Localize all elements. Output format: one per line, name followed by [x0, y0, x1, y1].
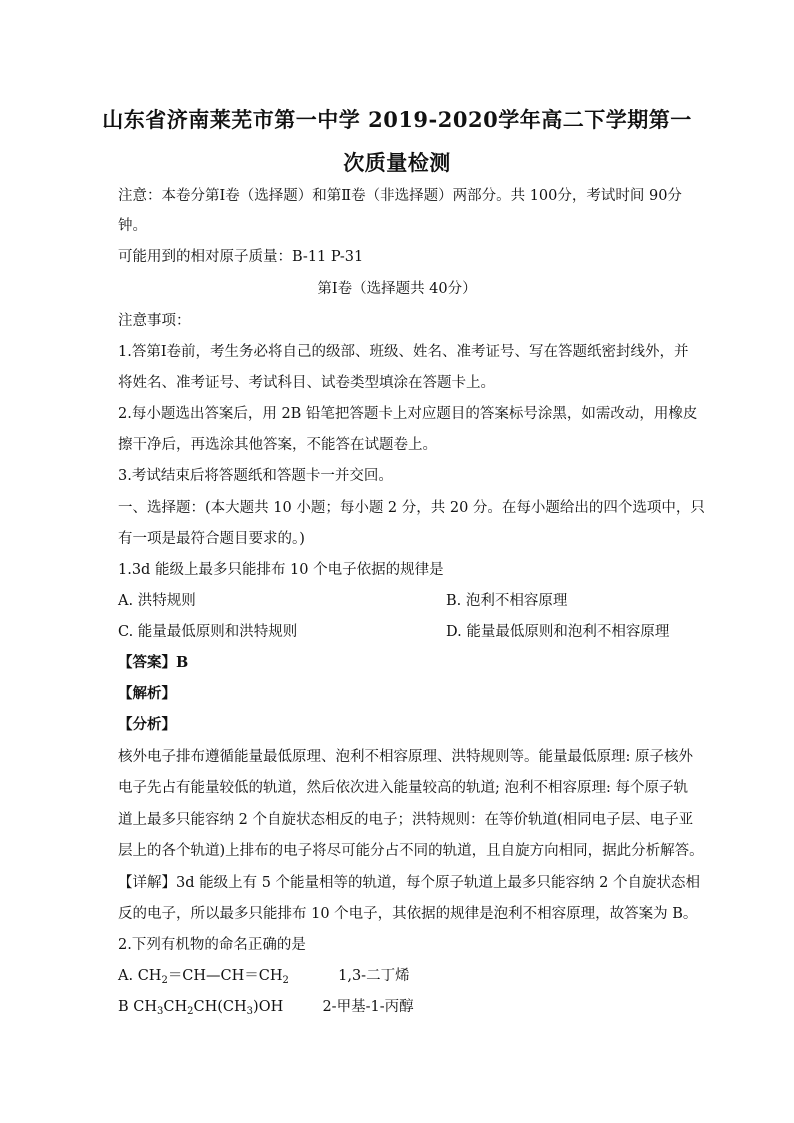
analysis-line-3: 道上最多只能容纳 2 个自旋状态相反的电子；洪特规则：在等价轨道(相同电子层、电子亚 — [118, 812, 694, 828]
option-b-formula — [118, 999, 283, 1015]
question-1-option-c: C. 能量最低原则和洪特规则 — [118, 624, 298, 640]
question-1-jiexi-label: 【解析】 — [118, 685, 176, 702]
question-2-option-b — [118, 997, 414, 1017]
analysis-line-4: 层上的各个轨道)上排布的电子将尽可能分占不同的轨道，且自旋方向相同，据此分析解答。 — [118, 843, 704, 859]
document-title-line-1: 山东省济南莱芜市第一中学 2019-2020学年高二下学期第一 — [102, 107, 692, 132]
instructions-heading: 注意事项： — [118, 313, 191, 329]
notes-line-2: 钟。 — [118, 218, 147, 234]
formula-subscript: 2 — [187, 1006, 194, 1017]
formula-part: B CH — [118, 999, 158, 1015]
section-1-heading: 第Ⅰ卷（选择题共 40分） — [317, 281, 477, 297]
part-1-heading-line-1: 一、选择题：(本大题共 10 小题；每小题 2 分，共 20 分。在每小题给出的四个选项中，只 — [118, 500, 705, 516]
option-a-name: 1,3-二丁烯 — [338, 968, 410, 984]
formula-part: ＝CH—CH＝CH — [167, 968, 283, 984]
option-b-name: 2-甲基-1-丙醇 — [322, 999, 414, 1015]
instruction-1-line-2: 将姓名、准考证号、考试科目、试卷类型填涂在答题卡上。 — [118, 375, 495, 391]
instruction-1-line-1: 1.答第Ⅰ卷前，考生务必将自己的级部、班级、姓名、准考证号、写在答题纸密封线外，并 — [118, 344, 689, 360]
analysis-line-1: 核外电子排布遵循能量最低原理、泡利不相容原理、洪特规则等。能量最低原理: 原子核外 — [118, 749, 693, 765]
formula-subscript: 2 — [282, 975, 289, 986]
question-2-option-a — [118, 966, 410, 986]
analysis-line-2: 电子先占有能量较低的轨道，然后依次进入能量较高的轨道; 泡利不相容原理: 每个原子轨 — [118, 780, 688, 796]
part-1-heading-line-2: 有一项是最符合题目要求的。) — [118, 531, 305, 547]
question-1-stem: 1.3d 能级上最多只能排布 10 个电子依据的规律是 — [118, 562, 444, 578]
instruction-2-line-2: 擦干净后，再选涂其他答案，不能答在试题卷上。 — [118, 437, 437, 453]
atomic-mass-note: 可能用到的相对原子质量：B-11 P-31 — [118, 249, 364, 265]
formula-part: )OH — [253, 999, 284, 1015]
option-a-formula — [118, 968, 289, 984]
formula-part: A. CH — [118, 968, 162, 984]
question-1-option-d: D. 能量最低原则和泡利不相容原理 — [446, 624, 670, 640]
instruction-3: 3.考试结束后将答题纸和答题卡一并交回。 — [118, 468, 393, 484]
question-1-option-a: A. 洪特规则 — [118, 593, 196, 609]
formula-part: CH(CH — [193, 999, 247, 1015]
notes-line-1: 注意：本卷分第Ⅰ卷（选择题）和第Ⅱ卷（非选择题）两部分。共 100分，考试时间 90分 — [118, 188, 682, 204]
question-1-fenxi-label: 【分析】 — [118, 716, 176, 733]
formula-subscript: 3 — [246, 1006, 254, 1017]
formula-subscript: 2 — [161, 975, 168, 986]
formula-part: CH — [163, 999, 188, 1015]
question-1-answer: 【答案】B — [118, 654, 189, 671]
question-2-stem: 2.下列有机物的命名正确的是 — [118, 937, 306, 953]
instruction-2-line-1: 2.每小题选出答案后，用 2B 铅笔把答题卡上对应题目的答案标号涂黑，如需改动，用橡皮 — [118, 406, 698, 422]
detail-line-2: 反的电子，所以最多只能排布 10 个电子，其依据的规律是泡利不相容原理，故答案为 B。 — [118, 906, 698, 922]
detail-line-1: 【详解】3d 能级上有 5 个能量相等的轨道，每个原子轨道上最多只能容纳 2 个自旋状态相 — [118, 875, 701, 891]
question-1-option-b: B. 泡利不相容原理 — [446, 593, 568, 609]
document-title-line-2: 次质量检测 — [343, 150, 451, 175]
formula-subscript: 3 — [157, 1006, 164, 1017]
